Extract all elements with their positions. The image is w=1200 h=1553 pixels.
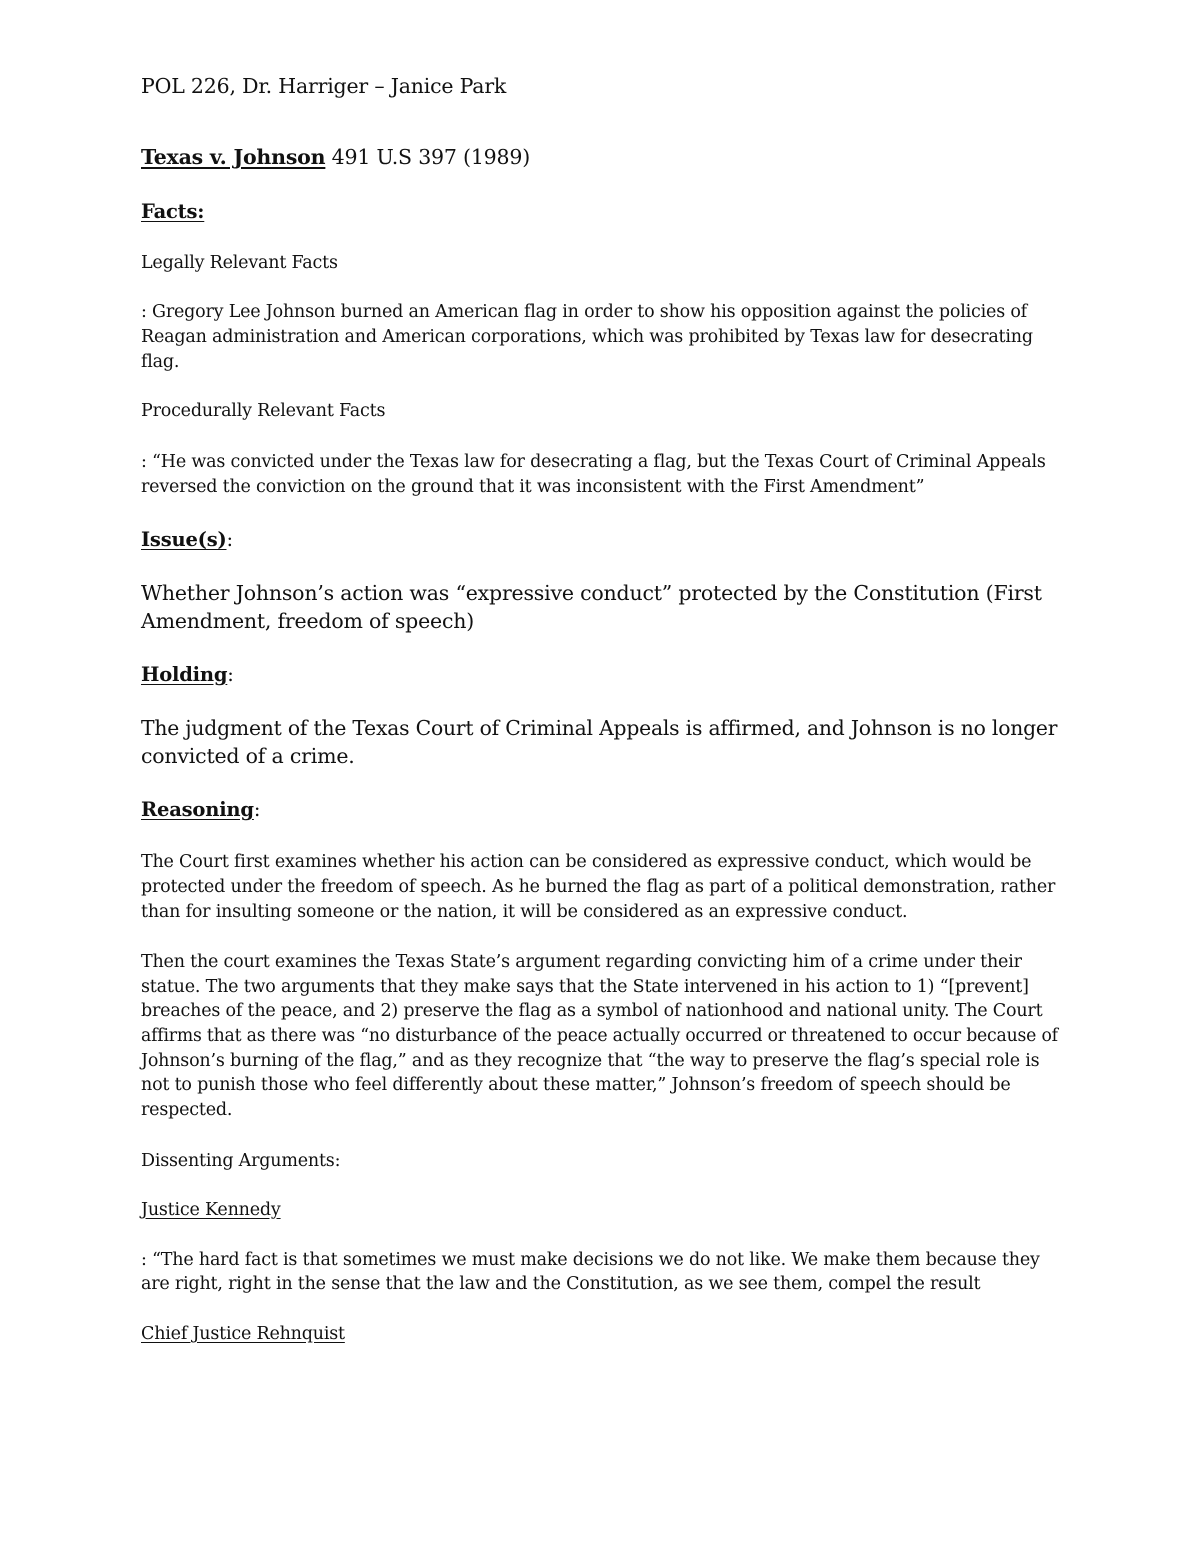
kennedy-quote-line: are right, right in the sense that the law and the Constitution, as we see them, compel the result [141,1274,981,1294]
justice-kennedy-name: Justice Kennedy [141,1200,281,1220]
legal-facts-line: Reagan administration and American corporations, which was prohibited by Texas law for desecrating [141,327,1033,347]
reasoning-line: breaches of the peace, and 2) preserve the flag as a symbol of nationhood and national unity. The Court [141,1001,1043,1021]
issue-heading-colon: : [226,528,233,551]
issue-line: Whether Johnson’s action was “expressive conduct” protected by the Constitution (First [141,581,1042,605]
legal-facts-line: : Gregory Lee Johnson burned an American flag in order to show his opposition against the policies of [141,302,1027,322]
dissent-label: Dissenting Arguments: [141,1151,341,1171]
chief-justice-rehnquist-name: Chief Justice Rehnquist [141,1324,345,1344]
holding-line: convicted of a crime. [141,744,355,768]
reasoning-line: respected. [141,1100,233,1120]
case-title [141,143,530,171]
legal-facts-line: flag. [141,352,180,372]
procedural-facts-line: reversed the conviction on the ground that it was inconsistent with the First Amendment” [141,477,925,497]
reasoning-line: The Court first examines whether his action can be considered as expressive conduct, which would be [141,852,1032,872]
procedural-facts-label: Procedurally Relevant Facts [141,401,386,421]
reasoning-line: Johnson’s burning of the flag,” and as they recognize that “the way to preserve the flag’s special role is [141,1051,1040,1071]
facts-heading: Facts: [141,200,205,223]
legal-facts-label: Legally Relevant Facts [141,253,338,273]
holding-heading [141,661,234,689]
case-name: Texas v. Johnson [141,145,326,169]
reasoning-line: than for insulting someone or the nation, it will be considered as an expressive conduct. [141,902,908,922]
reasoning-heading-text: Reasoning [141,798,254,821]
procedural-facts-line: : “He was convicted under the Texas law for desecrating a flag, but the Texas Court of Criminal Appeals [141,452,1046,472]
reasoning-line: affirms that as there was “no disturbance of the peace actually occurred or threatened to occur because of [141,1026,1058,1046]
document-header: POL 226, Dr. Harriger – Janice Park [141,74,507,98]
kennedy-quote-line: : “The hard fact is that sometimes we must make decisions we do not like. We make them because they [141,1250,1040,1270]
issue-heading [141,526,233,554]
reasoning-heading-colon: : [253,798,261,821]
issue-heading-text: Issue(s) [141,528,227,551]
holding-line: The judgment of the Texas Court of Criminal Appeals is affirmed, and Johnson is no longer [141,716,1058,740]
reasoning-line: statue. The two arguments that they make says that the State intervened in his action to 1) “[prevent] [141,977,1029,997]
case-citation: 491 U.S 397 (1989) [325,145,531,169]
holding-heading-colon: : [227,663,234,686]
issue-line: Amendment, freedom of speech) [141,609,475,633]
reasoning-line: protected under the freedom of speech. As he burned the flag as part of a political demonstration, rather [141,877,1056,897]
reasoning-heading [141,796,260,824]
holding-heading-text: Holding [141,663,228,686]
reasoning-line: not to punish those who feel differently about these matter,” Johnson’s freedom of speech should be [141,1075,1011,1095]
reasoning-line: Then the court examines the Texas State’s argument regarding convicting him of a crime under their [141,952,1022,972]
